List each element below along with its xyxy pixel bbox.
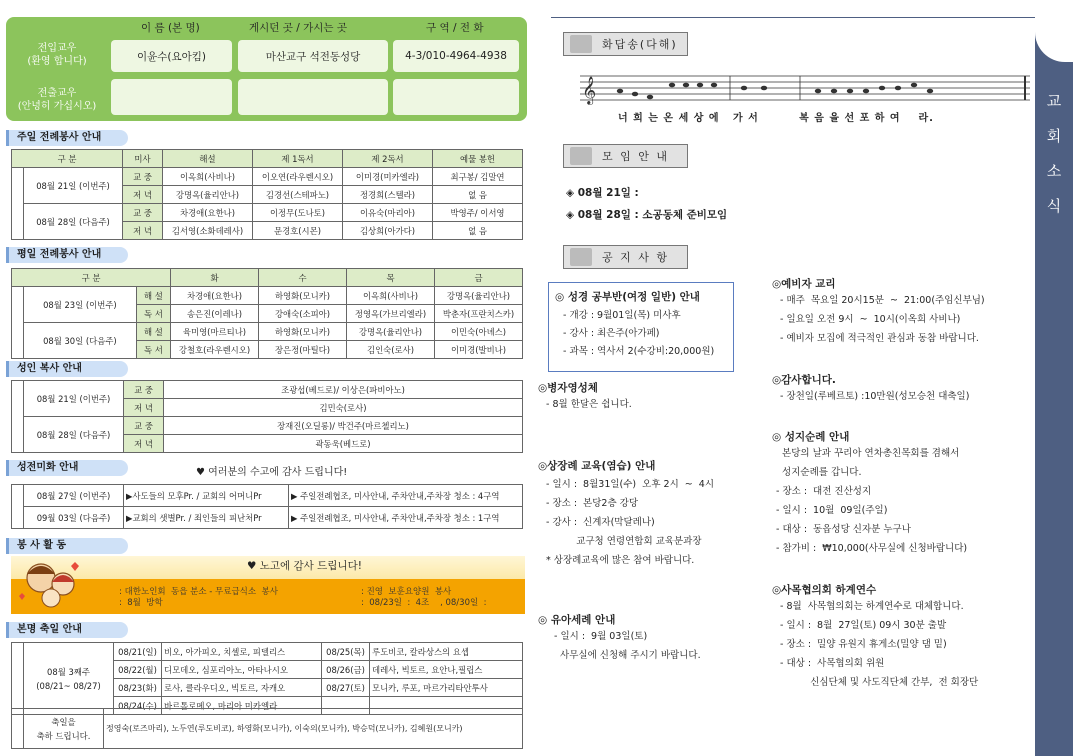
hymn-title-box [563, 32, 688, 56]
sunday-service-table [11, 149, 523, 240]
col-head: 해설 [163, 150, 253, 168]
table-row: 08월 23일 (이번주) 해 설 차경애(요한나) 하영화(모니카) 이옥희(사비나) 강명옥(율리안나) [12, 287, 523, 305]
acolyte-table [11, 380, 523, 453]
priest-icon [570, 147, 592, 165]
col-head: 화 [171, 269, 259, 287]
top-rule [551, 17, 1035, 18]
feast-table [11, 642, 523, 715]
volunteer-title: 봉 사 활 동 [6, 538, 128, 554]
col-head: 구 분 [12, 150, 123, 168]
hymn-staff [580, 70, 1030, 106]
volunteer-right: : 진영 보훈요양원 봉사 : 08/23일 : 4조 , 08/30일 : [361, 587, 487, 608]
meeting-title: 모 임 안 내 [602, 150, 669, 163]
hymn-title: 화답송(다해) [602, 38, 678, 51]
list-item: ◈ 08월 21일 : [566, 187, 639, 199]
family-illustration-icon [11, 556, 89, 614]
notice-title: 공 지 사 항 [602, 251, 669, 264]
table-row: 08월 28일 (다음주) 교 중 차경애(요한나) 이정무(도나토) 이유숙(마리아) 박영주/ 이서영 [12, 204, 523, 222]
priest-icon [570, 35, 592, 53]
priest-icon [570, 248, 592, 266]
thanks-notice: ◎감사합니다. - 장천일(루베르토) :10만원(성모승천 대축일) [772, 374, 970, 402]
table-row: 저 녁 곽동욱(베드로) [12, 435, 523, 453]
catechumen: ◎예비자 교리 - 매주 목요일 20시15분 ~ 21:00(주임신부님) - 일요일 오전 9시 ~ 10시(이옥희 사비나) - 예비자 모집에 적극적인 관심과 동참 바랍니다. [772, 278, 985, 344]
funeral-education: ◎상장례 교육(염습) 안내 - 일시 : 8월31일(수) 오후 2시 ~ 4시 - 장소 : 본당2층 강당 - 강사 : 신계자(막달레나) 교구청 연령연합회 교육분과장 * 상장례교육에 많은 참여 바랍니다. [538, 460, 715, 566]
pastoral-council: ◎사목협의회 하계연수 - 8월 사목협의회는 하계연수로 대체합니다. - 일시 : 8월 27일(토) 09시 30분 출발 - 장소 : 밀양 유원지 휴게소(밀양 댐 밑) - 대상 : 사목협의회 위원 신심단체 및 사도직단체 간부, 전 회장단 [772, 584, 979, 688]
col-head: 미사 [123, 150, 163, 168]
volunteer-thanks-row [247, 558, 362, 573]
cleaning-title: 성전미화 안내 [6, 460, 128, 476]
header-name: 이 름 (본 명) [141, 22, 200, 34]
table-row: 09월 03일 (다음주) ▶교회의 샛별Pr. / 죄인들의 피난처Pr ▶ 주일전례협조, 미사안내, 주차안내,주차장 청소 : 1구역 [12, 507, 523, 529]
transfer-in-name: 이윤수(요아킴) [111, 40, 232, 72]
col-head: 수 [259, 269, 347, 287]
volunteer-left: : 대한노인회 동읍 분소 - 무료급식소 봉사 : 8월 방학 [119, 587, 278, 608]
col-head: 목 [347, 269, 435, 287]
sidebar-title: 교 회 소 식 [1046, 92, 1062, 215]
table-row: 저 녁 강명옥(율리안나) 김경선(스테파노) 정경희(스텔라) 없 음 [12, 186, 523, 204]
col-head: 금 [435, 269, 523, 287]
cleaning-thanks-row [196, 463, 347, 478]
meeting-title-box [563, 144, 688, 168]
heart-icon: ♥ [196, 467, 205, 478]
sunday-service-title: 주일 전례봉사 안내 [6, 130, 128, 146]
table-row: 독 서 송은진(이레나) 강애숙(소피아) 정영옥(가브리엘라) 박춘자(프란치스카) [12, 305, 523, 323]
transfer-in-contact: 4-3/010-4964-4938 [393, 40, 519, 72]
table-row: 08월 21일 (이번주) 교 중 이옥희(사비나) 이오연(라우렌시오) 이미경(미카엘라) 최구봉/ 김말연 [12, 168, 523, 186]
table-row: 08월 21일 (이번주) 교 중 조광섭(베드로)/ 이상은(파비아노) [12, 381, 523, 399]
cleaning-table [11, 484, 523, 529]
congrats-table: 축일을 축하 드립니다. 정영숙(로즈마리), 노두연(루도비코), 하영화(모니카), 이숙의(모니카), 박승덕(모니카), 김혜원(모니카) [11, 708, 523, 749]
hymn-lyrics: 너 희 는 온 세 상 에 가 서 복 음 을 선 포 하 여 라. [618, 113, 934, 124]
notice-title-box [563, 245, 688, 269]
table-row: 08/24(수) 바르톨로메오, 마리아 미카엘라 [12, 697, 523, 715]
infant-baptism: ◎ 유아세례 안내 - 일시 : 9월 03일(토) 사무실에 신청해 주시기 바랍니다. [538, 614, 701, 661]
meeting-list [566, 182, 727, 226]
table-row: 08/23(화) 로사, 클라우디오, 빅토르, 자캐오 08/27(토) 모니카, 루포, 마르가리타안투사 [12, 679, 523, 697]
col-head: 제 1독서 [253, 150, 343, 168]
list-item: ◈ 08월 28일 : 소공동체 준비모임 [566, 209, 728, 221]
transfer-in-label: 전입교우 (환영 합니다) [27, 43, 87, 67]
transfer-out-name [111, 79, 232, 115]
newcomers-box [6, 17, 527, 121]
pilgrimage: ◎ 성지순례 안내 본당의 날과 꾸리아 연차총친목회를 겸해서 성지순례를 갑니다. - 장소 : 대전 진산성지 - 일시 : 10월 09일(주일) - 대상 : 동읍성당 신자분 누구나 - 참가비 : ₩10,000(사무실에 신청바랍니다) [772, 431, 968, 554]
svg-text:𝄞: 𝄞 [582, 76, 597, 104]
header-place: 게시던 곳 / 가시는 곳 [249, 22, 348, 34]
bible-study-box: ◎ 성경 공부반(여정 일반) 안내 - 개강 : 9월01일(목) 미사후 - 강사 : 최은주(아가페) - 과목 : 역사서 2(수강비:20,000원) [548, 282, 734, 372]
table-row: 08월 3째주 (08/21~ 08/27) 08/21(일) 비오, 아가피오, 치셀로, 피델리스 08/25(목) 루도비코, 칼라상스의 요셉 [12, 643, 523, 661]
transfer-out-place [238, 79, 388, 115]
table-row: 저 녁 김서영(소화데레사) 문경호(시몬) 김상희(아가다) 없 음 [12, 222, 523, 240]
transfer-in-place: 마산교구 석전동성당 [238, 40, 388, 72]
transfer-out-label: 전출교우 (안녕히 가십시오) [17, 88, 97, 112]
feast-title: 본명 축일 안내 [6, 622, 128, 638]
header-contact: 구 역 / 전 화 [426, 22, 484, 34]
table-row: 독 서 강철호(라우렌시오) 장은정(마틸다) 김인숙(로사) 이미경(발비나) [12, 341, 523, 359]
acolyte-title: 성인 복사 안내 [6, 361, 128, 377]
col-head: 예물 봉헌 [433, 150, 523, 168]
weekday-service-table [11, 268, 523, 359]
weekday-service-title: 평일 전례봉사 안내 [6, 247, 128, 263]
transfer-out-contact [393, 79, 519, 115]
col-head: 구 분 [12, 269, 171, 287]
heart-icon: ♥ [247, 560, 257, 572]
table-row: 08월 28일 (다음주) 교 중 장재진(오딜롱)/ 박건주(마르첼리노) [12, 417, 523, 435]
volunteer-thanks: 노고에 감사 드립니다! [259, 560, 362, 572]
table-row: 저 녁 김민숙(로사) [12, 399, 523, 417]
col-head: 제 2독서 [343, 150, 433, 168]
volunteer-banner [11, 556, 525, 614]
table-row: 08/22(월) 디모데오, 심포리아노, 아타나시오 08/26(금) 데레사, 빅토르, 요안나,필립스 [12, 661, 523, 679]
cleaning-thanks: 여러분의 수고에 감사 드립니다! [208, 467, 348, 478]
sick-communion: ◎병자영성체 - 8월 한달은 쉽니다. [538, 382, 632, 410]
table-row: 08월 27일 (이번주) ▶사도들의 모후Pr. / 교회의 어머니Pr ▶ 주일전례협조, 미사안내, 주차안내,주차장 청소 : 4구역 [12, 485, 523, 507]
table-row: 08월 30일 (다음주) 해 설 육미영(마르티나) 하영화(모니카) 강명옥(율리안나) 이민숙(아녜스) [12, 323, 523, 341]
